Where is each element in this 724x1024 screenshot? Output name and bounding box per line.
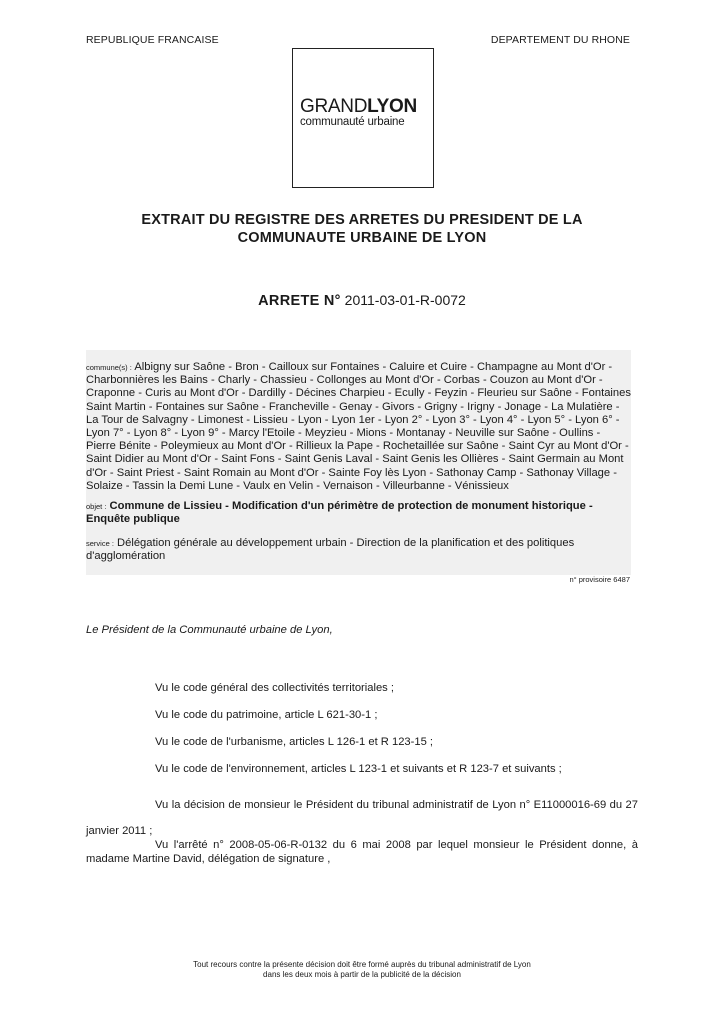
provisional-number: n° provisoire 6487	[569, 575, 630, 584]
vu-paragraph-arrete: Vu l'arrêté n° 2008-05-06-R-0132 du 6 mai 2008 par lequel monsieur le Président donne, à madame Martine David, délégation de signature ,	[86, 839, 638, 865]
objet-label: objet :	[86, 502, 107, 511]
arrete-number	[86, 292, 638, 309]
objet-text: Commune de Lissieu - Modification d'un périmètre de protection de monument historique - Enquête publique	[86, 500, 593, 526]
arrete-value: 2011-03-01-R-0072	[344, 292, 466, 308]
title-line-2: COMMUNAUTE URBAINE DE LYON	[237, 230, 487, 246]
logo-lyon: LYON	[367, 96, 417, 117]
vu-paragraph-decision: Vu la décision de monsieur le Président du tribunal administratif de Lyon n° E11000016-69 du 27 janvier 2011 ;	[86, 799, 638, 837]
title-line-1: EXTRAIT DU REGISTRE DES ARRETES DU PRESIDENT DE LA	[141, 212, 583, 228]
grand-lyon-logo	[292, 48, 434, 188]
communes-label: commune(s) :	[86, 363, 132, 372]
service-text: Délégation générale au développement urbain - Direction de la planification et des politiques d'agglomération	[86, 537, 575, 563]
service-section	[86, 537, 631, 563]
footer-notice	[86, 960, 638, 980]
communes-section	[86, 361, 631, 493]
service-label: service :	[86, 539, 114, 548]
footer-line-1: Tout recours contre la présente décision doit être formé auprès du tribunal administratif de Lyon	[193, 960, 531, 969]
document-title	[86, 211, 638, 247]
communes-list: Albigny sur Saône - Bron - Cailloux sur Fontaines - Caluire et Cuire - Champagne au Mont d'Or - Charbonnières les Bains - Charly - Chassieu - Collonges au Mont d'Or - Corbas - Couzon au Mont d'Or - Craponne - Curis au Mont d'Or - Dardilly - Décines Charpieu - Ecully - Feyzin - Fleurieu sur Saône - Fontaines Saint Martin - Fontaines sur Saône - Francheville - Genay - Givors - Grigny - Irigny - Jonage - La Mulatière - La Tour de Salvagny - Limonest - Lissieu - Lyon - Lyon 1er - Lyon 2° - Lyon 3° - Lyon 4° - Lyon 5° - Lyon 6° - Lyon 7° - Lyon 8° - Lyon 9° - Marcy l'Etoile - Meyzieu - Mions - Montanay - Neuville sur Saône - Oullins - Pierre Bénite - Poleymieux au Mont d'Or - Rillieux la Pape - Rochetaillée sur Saône - Saint Cyr au Mont d'Or - Saint Didier au Mont d'Or - Saint Fons - Saint Genis Laval - Saint Genis les Ollières - Saint Germain au Mont d'Or - Saint Priest - Saint Romain au Mont d'Or - Sainte Foy lès Lyon - Sathonay Camp - Sathonay Village - Solaize - Tassin la Demi Lune - Vaulx en Velin - Vernaison - Villeurbanne - Vénissieux	[86, 361, 631, 492]
logo-subtitle: communauté urbaine	[300, 116, 405, 128]
vu-line-1: Vu le code général des collectivités territoriales ;	[155, 682, 394, 694]
logo-wordmark	[300, 97, 417, 116]
president-heading: Le Président de la Communauté urbaine de Lyon,	[86, 624, 333, 636]
logo-text	[300, 97, 417, 129]
arrete-label: ARRETE N°	[258, 293, 341, 309]
header-republique: REPUBLIQUE FRANCAISE	[86, 34, 219, 46]
logo-grand: GRAND	[300, 96, 368, 117]
vu-line-3: Vu le code de l'urbanisme, articles L 126-1 et R 123-15 ;	[155, 736, 434, 748]
objet-section	[86, 500, 631, 526]
vu-line-4: Vu le code de l'environnement, articles L 123-1 et suivants et R 123-7 et suivants ;	[155, 763, 562, 775]
footer-line-2: dans les deux mois à partir de la publicité de la décision	[263, 970, 461, 979]
vu-line-2: Vu le code du patrimoine, article L 621-30-1 ;	[155, 709, 378, 721]
header-departement: DEPARTEMENT DU RHONE	[490, 34, 630, 46]
